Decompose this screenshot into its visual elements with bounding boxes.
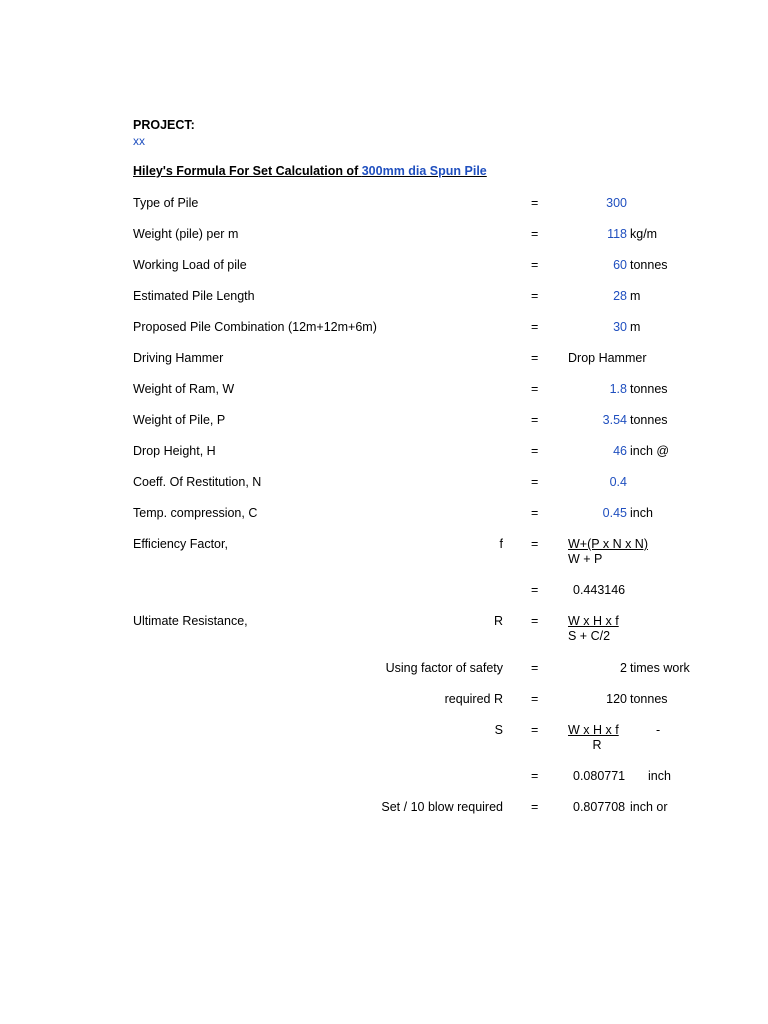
equals-sign: = — [531, 289, 539, 303]
label-weight-per-m: Weight (pile) per m — [133, 227, 239, 241]
value-driving-hammer: Drop Hammer — [568, 351, 647, 365]
symbol-f: f — [499, 537, 503, 551]
equals-sign: = — [531, 320, 539, 334]
unit-set-10-blow: inch or — [630, 800, 668, 814]
s-trail-dash: - — [656, 723, 661, 737]
s-numerator: W x H x f — [568, 723, 619, 737]
label-set-10-blow: Set / 10 blow required — [381, 800, 503, 814]
s-result: 0.080771 — [573, 769, 626, 783]
unit-weight-pile: tonnes — [630, 413, 668, 427]
label-pile-combination: Proposed Pile Combination (12m+12m+6m) — [133, 320, 377, 334]
value-coeff-restitution: 0.4 — [609, 475, 627, 489]
unit-pile-length: m — [630, 289, 641, 303]
equals-sign: = — [531, 800, 539, 814]
label-driving-hammer: Driving Hammer — [133, 351, 224, 365]
label-drop-height: Drop Height, H — [133, 444, 216, 458]
unit-weight-per-m: kg/m — [630, 227, 658, 241]
equals-sign: = — [531, 382, 539, 396]
label-weight-pile: Weight of Pile, P — [133, 413, 226, 427]
value-drop-height: 46 — [613, 444, 627, 458]
unit-safety: times work — [630, 661, 690, 675]
symbol-r: R — [493, 614, 503, 628]
value-weight-ram: 1.8 — [609, 382, 627, 396]
label-weight-ram: Weight of Ram, W — [133, 382, 235, 396]
value-weight-pile: 3.54 — [602, 413, 627, 427]
label-required-r: required R — [444, 692, 503, 706]
equals-sign: = — [531, 196, 539, 210]
efficiency-result: 0.443146 — [573, 583, 626, 597]
equals-sign: = — [531, 537, 539, 551]
label-coeff-restitution: Coeff. Of Restitution, N — [133, 475, 262, 489]
equals-sign: = — [531, 351, 539, 365]
equals-sign: = — [531, 661, 539, 675]
equals-sign: = — [531, 506, 539, 520]
project-name: xx — [133, 134, 145, 148]
s-result-unit: inch — [648, 769, 671, 783]
efficiency-numerator: W+(P x N x N) — [568, 537, 648, 551]
equals-sign: = — [531, 614, 539, 628]
label-pile-length: Estimated Pile Length — [133, 289, 255, 303]
ultimate-numerator: W x H x f — [568, 614, 619, 628]
equals-sign: = — [531, 413, 539, 427]
equals-sign: = — [531, 769, 539, 783]
unit-temp-compression: inch — [630, 506, 653, 520]
label-working-load: Working Load of pile — [133, 258, 247, 272]
value-type-of-pile: 300 — [606, 196, 627, 210]
value-temp-compression: 0.45 — [602, 506, 627, 520]
value-safety: 2 — [620, 661, 627, 675]
label-safety: Using factor of safety — [385, 661, 503, 675]
equals-sign: = — [531, 258, 539, 272]
unit-required-r: tonnes — [630, 692, 668, 706]
value-weight-per-m: 118 — [607, 227, 627, 241]
unit-drop-height: inch @ — [630, 444, 670, 458]
value-required-r: 120 — [606, 692, 627, 706]
label-ultimate: Ultimate Resistance, — [133, 614, 248, 628]
symbol-s: S — [494, 723, 503, 737]
title-pile-desc: 300mm dia Spun Pile — [361, 164, 487, 178]
equals-sign: = — [531, 692, 539, 706]
project-label: PROJECT: — [133, 118, 195, 132]
unit-pile-combination: m — [630, 320, 641, 334]
label-type-of-pile: Type of Pile — [133, 196, 199, 210]
title-prefix: Hiley's Formula For Set Calculation of — [133, 164, 362, 178]
equals-sign: = — [531, 475, 539, 489]
unit-working-load: tonnes — [630, 258, 668, 272]
value-working-load: 60 — [613, 258, 627, 272]
ultimate-denominator: S + C/2 — [568, 629, 611, 643]
equals-sign: = — [531, 444, 539, 458]
equals-sign: = — [531, 723, 539, 737]
value-pile-length: 28 — [613, 289, 627, 303]
equals-sign: = — [531, 583, 539, 597]
unit-weight-ram: tonnes — [630, 382, 668, 396]
value-pile-combination: 30 — [613, 320, 627, 334]
efficiency-denominator: W + P — [568, 552, 603, 566]
label-temp-compression: Temp. compression, C — [133, 506, 258, 520]
label-efficiency: Efficiency Factor, — [133, 537, 228, 551]
equals-sign: = — [531, 227, 539, 241]
page-title — [133, 164, 487, 179]
value-set-10-blow: 0.807708 — [573, 800, 626, 814]
s-denominator: R — [592, 738, 602, 752]
